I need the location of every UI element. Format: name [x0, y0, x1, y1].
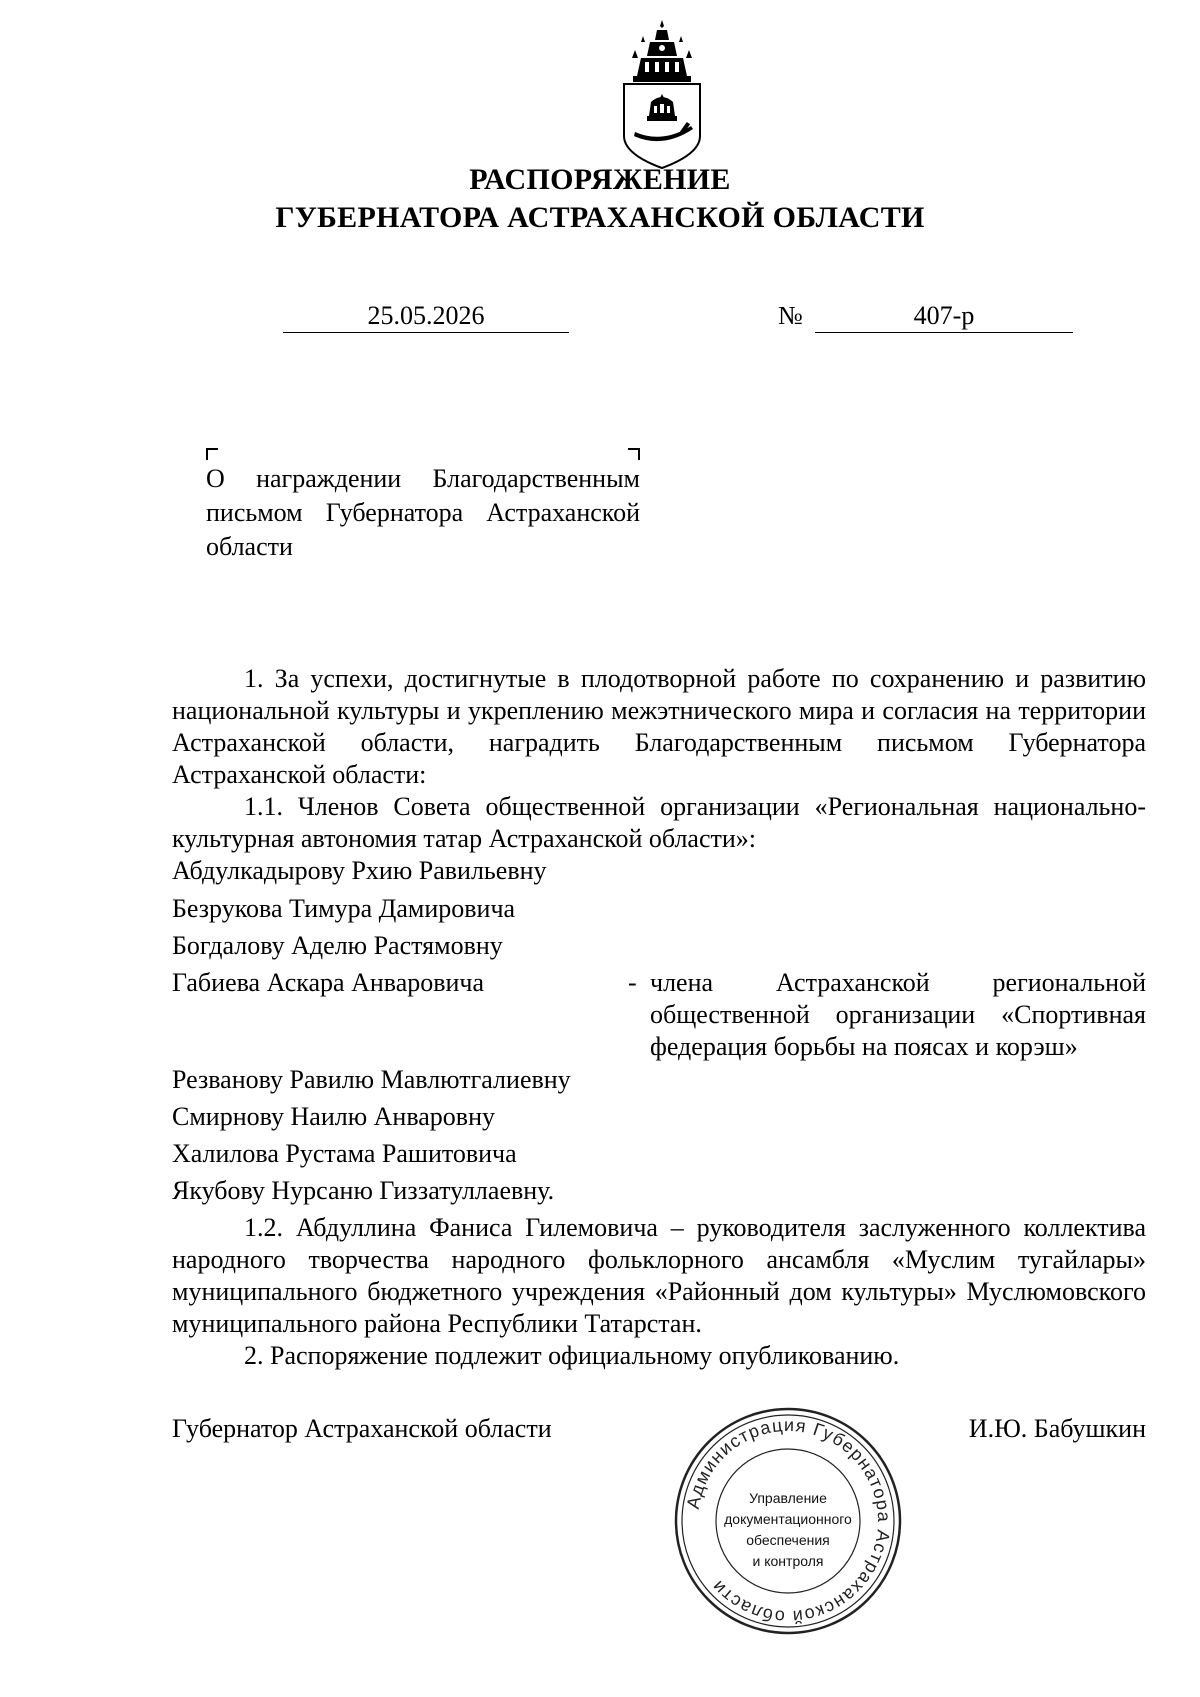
- document-title: РАСПОРЯЖЕНИЕ: [469, 163, 731, 196]
- subject-corner-left: [206, 448, 218, 460]
- awardee-dash: -: [628, 968, 637, 997]
- subject-corner-right: [628, 448, 640, 460]
- awardee-description: члена Астраханской региональной общественной организации «Спортивная федерация борьбы на поясах и корэш»: [650, 968, 1146, 1061]
- body-paragraph-1-block: [172, 663, 1146, 855]
- body-paragraph-1-2: 1.2. Абдуллина Фаниса Гилемовича – руководителя заслуженного коллектива народного творчества народного фольклорного ансамбля «Муслим тугайлары» муниципального бюджетного учреждения «Районный дом культуры» Муслюмовского муниципального района Республики Татарстан.: [172, 1213, 1146, 1338]
- stamp-line: обеспечения: [746, 1532, 830, 1548]
- awardee-name: Халилова Рустама Рашитовича: [172, 1139, 517, 1168]
- awardee-name: Якубову Нурсаню Гиззатуллаевну.: [172, 1176, 555, 1205]
- stamp-line: документационного: [724, 1511, 852, 1527]
- astrakhan-coat-of-arms-icon: [617, 18, 707, 170]
- document-title-issuer: ГУБЕРНАТОРА АСТРАХАНСКОЙ ОБЛАСТИ: [275, 201, 925, 234]
- stamp-line: Управление: [749, 1490, 827, 1506]
- awardee-name: Богдалову Аделю Растямовну: [172, 931, 503, 960]
- body-paragraph-2: 2. Распоряжение подлежит официальному опубликованию.: [244, 1341, 900, 1370]
- signatory-name: И.Ю. Бабушкин: [968, 1414, 1146, 1443]
- body-paragraph-1-1: 1.1. Членов Совета общественной организации «Региональная национально-культурная автономия татар Астраханской области»:: [172, 792, 1146, 853]
- stamp-line: и контроля: [752, 1553, 824, 1569]
- stamp-ring-text: Администрация Губернатора Астраханской области: [682, 1414, 895, 1628]
- number-sign: №: [778, 301, 803, 330]
- body-paragraph-1: 1. За успехи, достигнутые в плодотворной работе по сохранению и развитию национальной культуры и укреплению межэтнического мира и согласия на территории Астраханской области, наградить Благодарственным письмом Губернатора Астраханской области:: [172, 664, 1146, 789]
- awardee-name: Абдулкадырову Рхию Равильевну: [172, 856, 547, 885]
- document-number: 407-р: [815, 300, 1073, 333]
- awardee-name: Резванову Равилю Мавлютгалиевну: [172, 1065, 571, 1094]
- awardee-name: Безрукова Тимура Дамировича: [172, 894, 516, 923]
- signatory-position: Губернатор Астраханской области: [172, 1414, 552, 1443]
- awardee-name: Смирнову Наилю Анваровну: [172, 1102, 495, 1131]
- document-date: 25.05.2026: [283, 300, 569, 333]
- document-subject: О награждении Благодарственным письмом Губернатора Астраханской области: [206, 464, 640, 561]
- awardee-name: Габиева Аскара Анваровича: [172, 968, 485, 997]
- body-paragraph-1-2-block: [172, 1212, 1146, 1372]
